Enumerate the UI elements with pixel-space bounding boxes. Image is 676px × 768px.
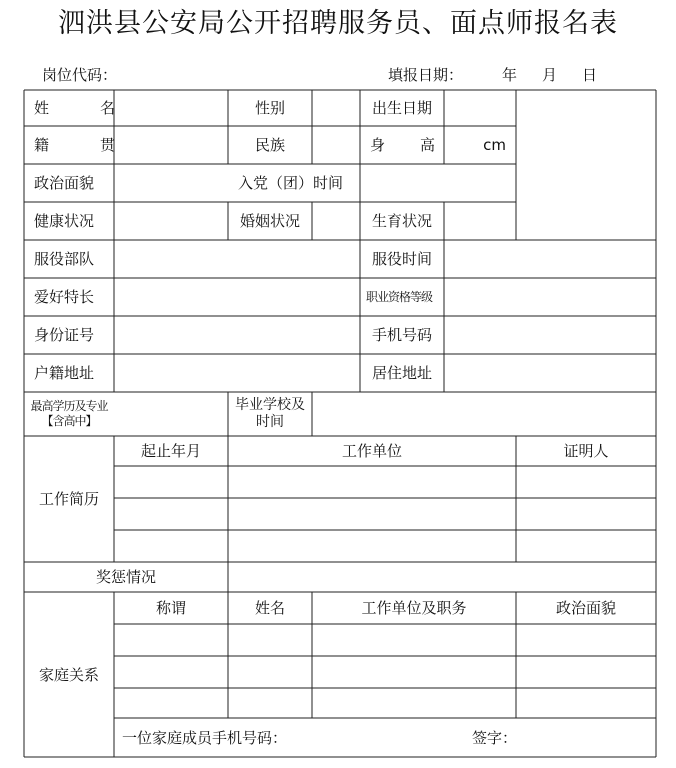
- graduate-school-label: 毕业学校及: [235, 397, 305, 413]
- education-label: 最高学历及专业: [30, 399, 108, 413]
- education-cell: [24, 392, 114, 436]
- height-unit: cm: [483, 136, 506, 154]
- ethnicity-label: 民族: [254, 136, 285, 154]
- date-year-label: 年: [502, 66, 518, 84]
- id-number-label: 身份证号: [34, 326, 95, 344]
- vocational-qual-label: 职业资格等级: [366, 289, 433, 304]
- family-relation-header: 称谓: [155, 599, 186, 617]
- education-note: 【含高中】: [41, 414, 97, 428]
- family-member-phone-label: 一位家庭成员手机号码：: [122, 728, 288, 747]
- mobile-label: 手机号码: [371, 326, 432, 344]
- work-period-header: 起止年月: [140, 442, 201, 460]
- party-join-time-label: 入党（团）时间: [238, 174, 344, 192]
- graduate-school-cell: [228, 392, 312, 436]
- health-label: 健康状况: [34, 212, 95, 230]
- work-witness-header: 证明人: [563, 442, 609, 460]
- military-unit-label: 服役部队: [34, 250, 95, 268]
- work-unit-header: 工作单位: [341, 442, 402, 460]
- military-time-label: 服役时间: [371, 250, 432, 268]
- name-label: 姓 名: [34, 99, 134, 117]
- gender-label: 性别: [254, 99, 285, 117]
- political-status-label: 政治面貌: [34, 174, 95, 192]
- family-unit-post-header: 工作单位及职务: [361, 599, 467, 617]
- family-name-header: 姓名: [254, 599, 285, 617]
- position-code-label: 岗位代码：: [42, 66, 118, 84]
- fertility-label: 生育状况: [371, 212, 432, 230]
- date-day-label: 日: [582, 66, 598, 84]
- height-label: 身 高: [370, 136, 446, 154]
- family-political-header: 政治面貌: [555, 599, 616, 617]
- form-title: 泗洪县公安局公开招聘服务员、面点师报名表: [58, 8, 618, 39]
- graduate-time-label: 时间: [256, 414, 284, 430]
- household-address-label: 户籍地址: [34, 364, 95, 382]
- family-label: 家庭关系: [38, 665, 99, 684]
- signature-label: 签字：: [472, 728, 518, 747]
- marital-label: 婚姻状况: [239, 212, 300, 230]
- residence-address-label: 居住地址: [371, 364, 432, 382]
- native-place-label: 籍 贯: [34, 136, 134, 154]
- hobbies-label: 爱好特长: [34, 288, 95, 306]
- fill-date-label: 填报日期：: [388, 66, 464, 84]
- birth-date-label: 出生日期: [371, 99, 432, 117]
- work-history-label: 工作简历: [38, 490, 99, 508]
- date-month-label: 月: [542, 66, 558, 84]
- awards-label: 奖惩情况: [95, 568, 156, 586]
